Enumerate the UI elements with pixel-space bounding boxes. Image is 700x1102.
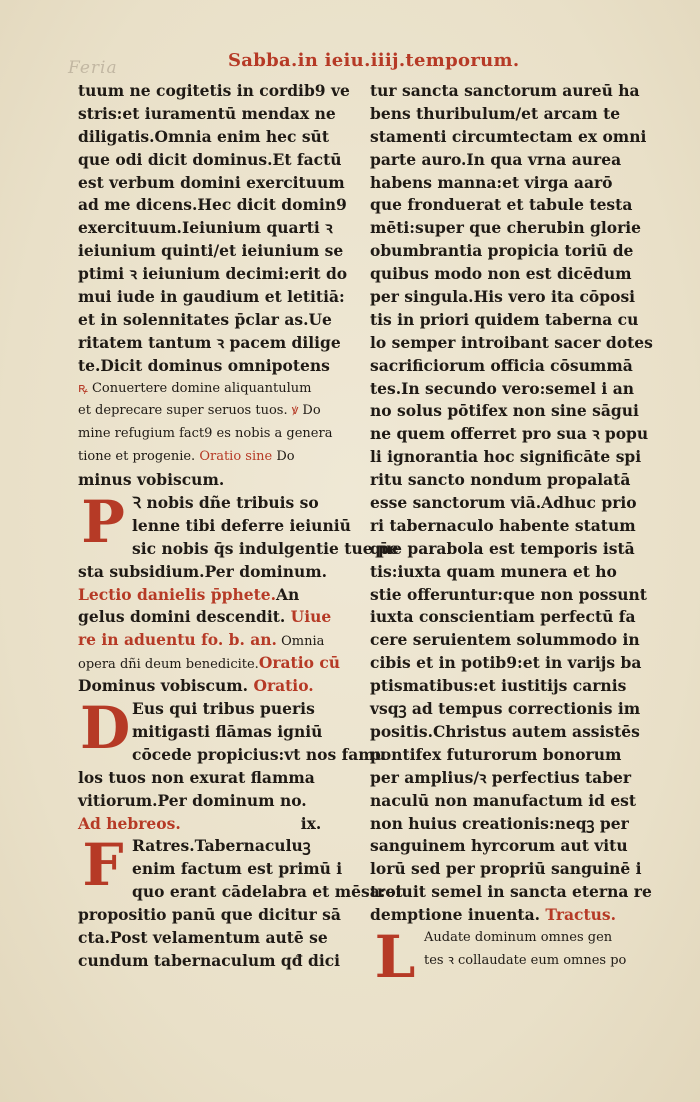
text-line: mitigasti flāmas igniū: [132, 721, 323, 741]
dominus-text: Dominus vobiscum.: [78, 676, 254, 696]
lectio-text: gelus domini descendit.: [78, 607, 291, 627]
text-line: los tuos non exurat flamma: [78, 767, 315, 787]
text-line: et in solennitates p̄clar as.Ue: [78, 309, 332, 329]
text-line: quibus modo non est dicēdum: [370, 264, 632, 284]
text-line: lo semper introibant sacer dotes: [370, 332, 653, 352]
rubric: Tractus.: [545, 905, 617, 925]
text-line: ritatem tantum ꝛ pacem dilige: [78, 332, 341, 352]
versicle-text: Do: [302, 403, 321, 419]
text-line: enim factum est primū i: [132, 859, 343, 879]
versicle-line: [78, 378, 358, 401]
versicle-text: Conuertere domine aliquantulum: [91, 380, 312, 396]
text-line: esse sanctorum viā.Adhuc prio: [370, 493, 637, 513]
tractus-block: [370, 922, 660, 991]
rubric: Lectio danielis p̄phete.: [78, 584, 277, 604]
initial-letter: P: [81, 488, 125, 557]
text-line: que odi dicit dominus.Et factū: [78, 149, 342, 169]
lectio-line: [78, 629, 358, 652]
text-line: bens thuribulum/et arcam te: [370, 103, 621, 123]
lectio-text: Omnia: [276, 634, 325, 650]
text-line: parte auro.In qua vrna aurea: [370, 149, 622, 169]
text-line: Audate dominum omnes gen: [424, 929, 613, 945]
text-line: que fronduerat et tabule testa: [370, 195, 633, 215]
rubric: Uiue: [290, 607, 332, 627]
text-line: tuum ne cogitetis in cordib9 ve: [78, 81, 350, 100]
text-line: troiuit semel in sancta eterna re: [370, 882, 652, 902]
rubric: Ad hebreos.: [78, 813, 181, 833]
text-line: sacrificiorum officia cōsummā: [370, 355, 633, 375]
running-head: Sabba.in ieiu.iiij.temporum.: [228, 50, 520, 71]
text-line: tes ꝛ collaudate eum omnes po: [424, 952, 627, 968]
text-line: li ignorantia hoc significāte spi: [370, 447, 642, 467]
text-line: sta subsidium.Per dominum.: [78, 561, 328, 581]
versicle-text: Do: [272, 449, 295, 465]
text-line: tis:iuxta quam munera et ho: [370, 561, 617, 581]
text-line: stris:et iuramentū mendax ne: [78, 103, 336, 123]
text-line: cōcede propicius:vt nos famu: [132, 744, 386, 764]
rubric: ꝶ: [78, 380, 92, 396]
chapter-number: ix.: [300, 813, 322, 833]
text-line: per singula.His vero ita cōposi: [370, 287, 636, 307]
opera-text: opera dñi deum benedicite.: [78, 657, 259, 673]
text-line: vitiorum.Per dominum no.: [78, 790, 307, 810]
text-line: minus vobiscum.: [78, 470, 225, 490]
text-line: ne quem offerret pro sua ꝛ popu: [370, 424, 649, 444]
text-line: que parabola est temporis istā: [370, 538, 635, 558]
text-line: pontifex futurorum bonorum: [370, 744, 622, 764]
text-line: no solus pōtifex non sine sāgui: [370, 401, 639, 421]
text-line: ritu sancto nondum propalatā: [370, 470, 631, 490]
lectio-line: [78, 584, 358, 607]
text-line: lorū sed per propriū sanguinē i: [370, 859, 642, 879]
initial-letter: F: [82, 831, 124, 900]
text-line: non huius creationis:neqꝫ per: [370, 813, 629, 833]
initial-letter: L: [374, 922, 416, 991]
text-line: est verbum domini exercituum: [78, 172, 345, 192]
versicle-text: tione et progenie.: [78, 449, 200, 465]
text-line: per amplius/ꝛ perfectius taber: [370, 767, 632, 787]
text-line: iuxta conscientiam perfectū fa: [370, 607, 636, 627]
versicle-line: [78, 446, 358, 469]
versicle-text: et deprecare super seruos tuos.: [78, 403, 292, 419]
text-line: vsqꝫ ad tempus correctionis im: [370, 699, 641, 719]
text-line: Eus qui tribus pueris: [132, 699, 315, 719]
text-line: cta.Post velamentum autē se: [78, 927, 328, 947]
rubric: Oratio cū: [258, 653, 341, 673]
text-line: positis.Christus autem assistēs: [370, 721, 640, 741]
text-line: mui iude in gaudium et letitiā:: [78, 287, 345, 307]
versicle-text: mine refugium fact9 es nobis a genera: [78, 426, 333, 442]
text-line: ptismatibus:et iustitijs carnis: [370, 676, 627, 696]
opera-line: [78, 652, 358, 675]
prayer-block: [78, 488, 399, 584]
text-line: ieiunium quinti/et ieiunium se: [78, 241, 344, 261]
text-line: stamenti circumtectam ex omni: [370, 126, 647, 146]
rubric: Oratio.: [253, 676, 314, 696]
hebreos-line: [78, 813, 358, 836]
text-line: naculū non manufactum id est: [370, 790, 637, 810]
text-line: habens manna:et virga aarō: [370, 172, 613, 192]
text-line: mēti:super que cherubin glorie: [370, 218, 642, 238]
rubric: re in aduentu fo. b. an.: [78, 630, 277, 650]
text-line: stie offeruntur:que non possunt: [370, 584, 647, 604]
right-column: [370, 80, 660, 991]
text-line: quo erant cādelabra et mēsa:et: [132, 882, 403, 902]
text-line: ri tabernaculo habente statum: [370, 515, 636, 535]
lectio-line: [78, 606, 358, 629]
rubric: ꝟ: [291, 403, 303, 419]
text-line: propositio panū que dicitur sā: [78, 905, 341, 925]
demptione-text: demptione inuenta.: [370, 905, 546, 925]
versicle-line: [78, 400, 358, 423]
prayer-block: [78, 694, 386, 767]
text-line: ptimi ꝛ ieiunium decimi:erit do: [78, 264, 348, 284]
text-line: Ratres.Tabernaculuꝫ: [132, 836, 311, 856]
versicle-line: [78, 423, 358, 446]
text-line: lenne tibi deferre ieiuniū: [132, 515, 351, 535]
text-line: cere seruientem solummodo in: [370, 630, 640, 650]
left-column: [78, 80, 403, 973]
text-line: obumbrantia propicia toriū de: [370, 241, 634, 261]
text-line: tes.In secundo vero:semel i an: [370, 378, 635, 398]
text-line: tis in priori quidem taberna cu: [370, 309, 639, 329]
text-line: tur sancta sanctorum aureū ha: [370, 81, 640, 100]
text-line: exercituum.Ieiunium quarti ꝛ: [78, 218, 333, 238]
initial-letter: D: [80, 694, 131, 763]
text-line: diligatis.Omnia enim hec sūt: [78, 126, 329, 146]
dominus-line: [78, 675, 358, 698]
text-line: sanguinem hyrcorum aut vitu: [370, 836, 628, 856]
text-line: sic nobis q̄s indulgentie tue p̄e: [132, 538, 399, 558]
rubric: Oratio sine: [199, 449, 273, 465]
lectio-text: An: [276, 584, 300, 604]
text-line: ad me dicens.Hec dicit domin9: [78, 195, 347, 215]
bleed-through-text: Feria: [68, 58, 118, 78]
text-line: cibis et in potib9:et in varijs ba: [370, 653, 642, 673]
text-line: te.Dicit dominus omnipotens: [78, 355, 330, 375]
demptione-line: [370, 904, 660, 927]
text-line: Ꝛ nobis dñe tribuis so: [132, 493, 319, 513]
text-line: cundum tabernaculum qđ dici: [78, 950, 341, 970]
